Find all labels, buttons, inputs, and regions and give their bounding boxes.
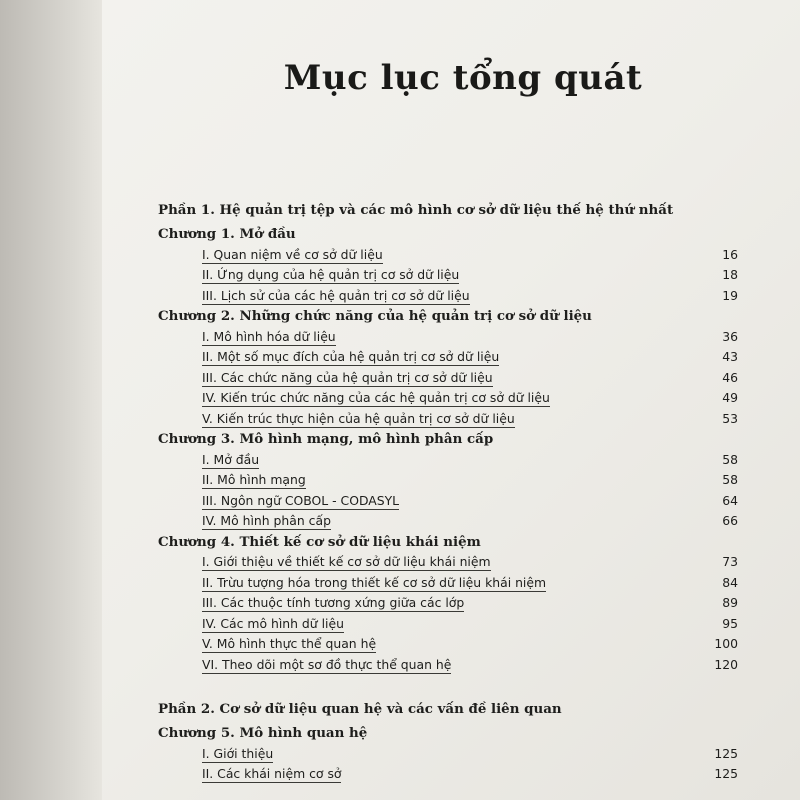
toc-section-title: I. Giới thiệu về thiết kế cơ sở dữ liệu khái niệm xyxy=(202,554,491,569)
toc-page-number: 36 xyxy=(722,328,738,344)
book-gutter-shadow xyxy=(0,0,102,800)
toc-page-number: 73 xyxy=(722,554,738,569)
toc-section-entry xyxy=(158,634,742,655)
toc-section-entry xyxy=(158,409,742,430)
toc-page-number: 64 xyxy=(722,492,738,508)
toc-section-entry xyxy=(158,491,742,512)
toc-page-number: 19 xyxy=(722,287,738,303)
toc-section-title: II. Các khái niệm cơ sở xyxy=(202,766,342,781)
toc-section-entry xyxy=(158,327,742,348)
toc-section-title: II. Ứng dụng của hệ quản trị cơ sở dữ liệu xyxy=(202,267,460,282)
toc-section-entry xyxy=(158,573,742,594)
toc-section-entry xyxy=(158,286,742,307)
toc-section-title: II. Mô hình mạng xyxy=(202,472,306,487)
toc-section-entry xyxy=(158,552,742,573)
toc-section-title: VI. Theo dõi một sơ đồ thực thể quan hệ xyxy=(202,656,452,672)
toc-section-entry xyxy=(158,593,742,614)
toc-page-number: 89 xyxy=(722,595,738,610)
toc-page-number: 49 xyxy=(722,390,738,405)
toc-section-entry xyxy=(158,655,742,676)
toc-page-number: 16 xyxy=(722,246,738,262)
toc-section-title: II. Một số mục đích của hệ quản trị cơ sở dữ liệu xyxy=(202,349,500,364)
toc-chapter-heading: Chương 5. Mô hình quan hệ xyxy=(158,725,368,741)
toc-page-number: 125 xyxy=(714,766,738,781)
toc-section-title: V. Mô hình thực thể quan hệ xyxy=(202,636,377,651)
toc-section-entry xyxy=(158,245,742,266)
toc-page-number: 53 xyxy=(722,410,738,426)
toc-section-title: I. Mô hình hóa dữ liệu xyxy=(202,328,336,344)
toc-section-entry xyxy=(158,388,742,409)
toc-section-title: V. Kiến trúc thực hiện của hệ quản trị cơ sở dữ liệu xyxy=(202,410,515,426)
toc-section-entry xyxy=(158,470,742,491)
page-title: Mục lục tổng quát xyxy=(283,58,643,98)
toc-section-title: IV. Các mô hình dữ liệu xyxy=(202,615,344,631)
toc-chapter-heading: Chương 1. Mở đầu xyxy=(158,226,296,242)
toc-section-title: I. Mở đầu xyxy=(202,451,260,467)
toc-page-number: 58 xyxy=(722,472,738,487)
toc-section-title: IV. Kiến trúc chức năng của các hệ quản trị cơ sở dữ liệu xyxy=(202,390,550,405)
toc-page-number: 46 xyxy=(722,369,738,385)
toc-page-number: 125 xyxy=(714,745,738,761)
toc-page-number: 100 xyxy=(714,636,738,651)
toc-section-title: I. Quan niệm về cơ sở dữ liệu xyxy=(202,246,383,262)
book-page xyxy=(102,0,800,800)
toc-page-number: 84 xyxy=(722,574,738,590)
toc-section-entry xyxy=(158,744,742,765)
toc-part-heading: Phần 1. Hệ quản trị tệp và các mô hình cơ sở dữ liệu thế hệ thứ nhất xyxy=(158,202,674,218)
toc-section-entry xyxy=(158,368,742,389)
toc-section-title: IV. Mô hình phân cấp xyxy=(202,513,331,528)
toc-page-number: 66 xyxy=(722,513,738,528)
toc-page-number: 95 xyxy=(722,615,738,631)
toc-page-number: 18 xyxy=(722,267,738,282)
toc-section-entry xyxy=(158,614,742,635)
toc-section-entry xyxy=(158,265,742,286)
toc-chapter-heading: Chương 4. Thiết kế cơ sở dữ liệu khái niệm xyxy=(158,533,481,550)
toc-chapter-heading: Chương 3. Mô hình mạng, mô hình phân cấp xyxy=(158,431,494,447)
toc-section-title: III. Lịch sử của các hệ quản trị cơ sở dữ liệu xyxy=(202,287,470,303)
toc-section-title: III. Các thuộc tính tương xứng giữa các lớp xyxy=(202,595,465,610)
toc-section-title: III. Ngôn ngữ COBOL - CODASYL xyxy=(202,492,400,508)
toc-section-entry xyxy=(158,764,742,785)
toc-page-number: 43 xyxy=(722,349,738,364)
toc-section-entry xyxy=(158,511,742,532)
toc-chapter-heading: Chương 2. Những chức năng của hệ quản trị cơ sở dữ liệu xyxy=(158,308,592,324)
toc-section-title: II. Trừu tượng hóa trong thiết kế cơ sở dữ liệu khái niệm xyxy=(202,574,547,590)
toc-page-number: 120 xyxy=(714,656,738,672)
toc-section-entry xyxy=(158,450,742,471)
table-of-contents xyxy=(158,200,742,785)
toc-section-title: III. Các chức năng của hệ quản trị cơ sở dữ liệu xyxy=(202,369,493,385)
toc-page-number: 58 xyxy=(722,451,738,467)
toc-section-entry xyxy=(158,347,742,368)
toc-section-title: I. Giới thiệu xyxy=(202,745,274,761)
toc-part-heading: Phần 2. Cơ sở dữ liệu quan hệ và các vấn đề liên quan xyxy=(158,701,562,717)
